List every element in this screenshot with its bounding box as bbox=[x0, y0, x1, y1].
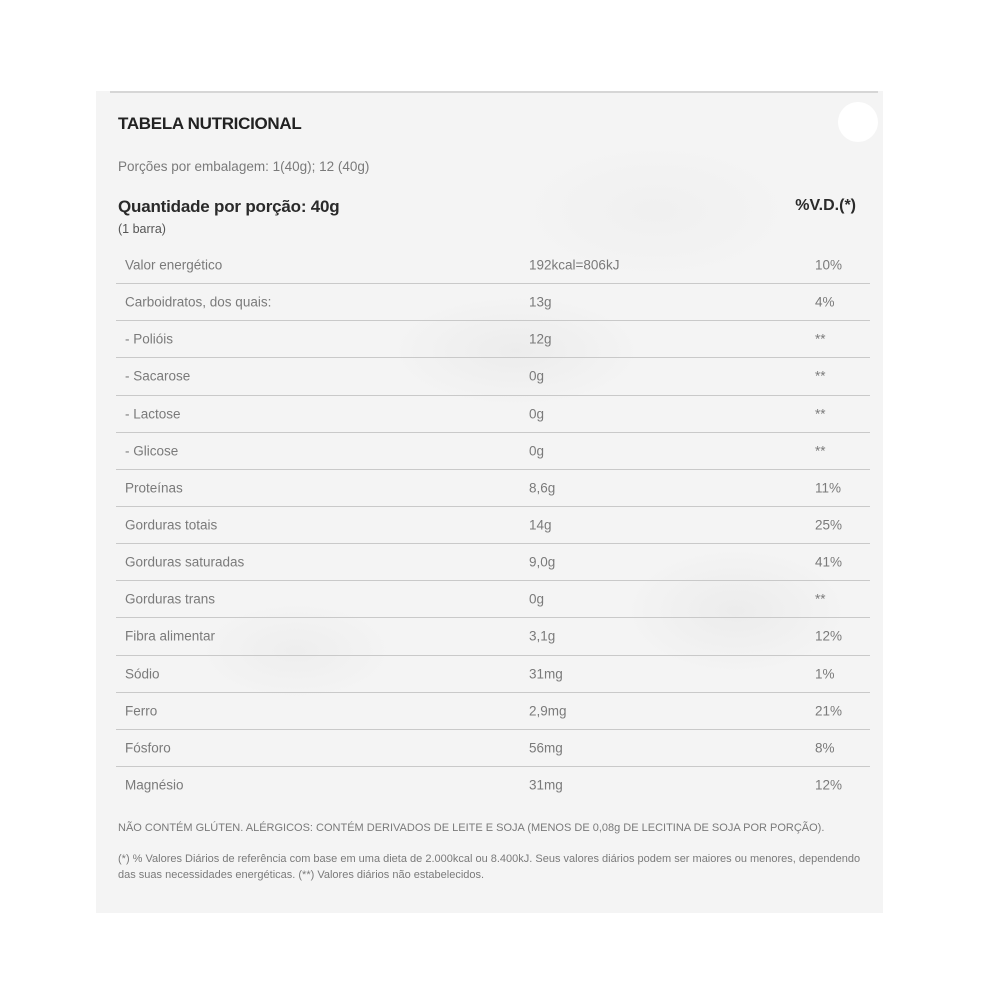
table-row bbox=[116, 693, 870, 730]
nutrient-name: Gorduras saturadas bbox=[125, 554, 245, 570]
nutrient-daily-value: 11% bbox=[815, 480, 842, 496]
top-divider bbox=[110, 91, 878, 93]
nutrient-amount: 3,1g bbox=[529, 628, 556, 644]
nutrient-name: - Sacarose bbox=[125, 368, 191, 384]
nutrient-amount: 0g bbox=[529, 591, 545, 607]
table-row bbox=[116, 396, 870, 433]
table-row bbox=[116, 470, 870, 507]
nutrient-name: Carboidratos, dos quais: bbox=[125, 294, 272, 310]
nutrient-daily-value: ** bbox=[815, 368, 826, 384]
table-row bbox=[116, 618, 870, 655]
table-row bbox=[116, 656, 870, 693]
nutrient-daily-value: 10% bbox=[815, 257, 843, 273]
allergen-note: NÃO CONTÉM GLÚTEN. ALÉRGICOS: CONTÉM DERIVADOS DE LEITE E SOJA (MENOS DE 0,08g DE LECITINA DE SOJA POR PORÇÃO). bbox=[118, 822, 825, 834]
table-row bbox=[116, 433, 870, 470]
nutrient-amount: 31mg bbox=[529, 666, 563, 682]
nutrient-daily-value: 21% bbox=[815, 703, 843, 719]
nutrient-name: Fósforo bbox=[125, 740, 171, 756]
nutrient-name: - Polióis bbox=[125, 331, 174, 347]
nutrient-daily-value: 4% bbox=[815, 294, 835, 310]
nutrient-name: Fibra alimentar bbox=[125, 628, 216, 644]
nutrient-daily-value: ** bbox=[815, 591, 826, 607]
daily-value-footnote: (*) % Valores Diários de referência com base em uma dieta de 2.000kcal ou 8.400kJ. Seus valores diários podem ser maiores ou menores, dependendo das suas necessidades energéticas. (**) Valores diários não estabelecidos. bbox=[118, 853, 861, 881]
nutrient-amount: 56mg bbox=[529, 740, 563, 756]
page-title: TABELA NUTRICIONAL bbox=[118, 114, 302, 133]
nutrient-amount: 12g bbox=[529, 331, 552, 347]
nutrient-amount: 8,6g bbox=[529, 480, 556, 496]
nutrient-name: Gorduras trans bbox=[125, 591, 216, 607]
table-row bbox=[116, 284, 870, 321]
nutrient-name: Magnésio bbox=[125, 777, 184, 793]
nutrient-daily-value: 12% bbox=[815, 628, 843, 644]
table-row bbox=[116, 544, 870, 581]
table-row bbox=[116, 767, 870, 803]
nutrient-amount: 9,0g bbox=[529, 554, 556, 570]
nutrient-amount: 0g bbox=[529, 443, 545, 459]
table-row bbox=[116, 581, 870, 618]
nutrient-daily-value: 41% bbox=[815, 554, 843, 570]
nutrient-daily-value: ** bbox=[815, 331, 826, 347]
nutrient-name: Valor energético bbox=[125, 257, 223, 273]
nutrition-facts-panel bbox=[96, 91, 883, 913]
nutrient-amount: 31mg bbox=[529, 777, 563, 793]
table-row bbox=[116, 321, 870, 358]
nutrient-amount: 0g bbox=[529, 368, 545, 384]
daily-value-header: %V.D.(*) bbox=[795, 197, 856, 214]
nutrition-table bbox=[116, 247, 870, 803]
table-row bbox=[116, 730, 870, 767]
nutrient-daily-value: 1% bbox=[815, 666, 835, 682]
nutrient-amount: 192kcal=806kJ bbox=[529, 257, 620, 273]
nutrient-name: - Glicose bbox=[125, 443, 179, 459]
nutrient-name: Gorduras totais bbox=[125, 517, 218, 533]
nutrient-name: Ferro bbox=[125, 703, 158, 719]
portions-per-package: Porções por embalagem: 1(40g); 12 (40g) bbox=[118, 159, 370, 174]
nutrient-daily-value: 8% bbox=[815, 740, 835, 756]
nutrient-amount: 0g bbox=[529, 406, 545, 422]
nutrient-amount: 14g bbox=[529, 517, 552, 533]
nutrient-name: Proteínas bbox=[125, 480, 183, 496]
nutrient-daily-value: 25% bbox=[815, 517, 843, 533]
table-row bbox=[116, 507, 870, 544]
table-row bbox=[116, 247, 870, 284]
nutrient-amount: 2,9mg bbox=[529, 703, 567, 719]
nutrient-name: - Lactose bbox=[125, 406, 181, 422]
serving-size-subtitle: (1 barra) bbox=[118, 222, 166, 236]
nutrient-daily-value: ** bbox=[815, 443, 826, 459]
nutrient-name: Sódio bbox=[125, 666, 160, 682]
nutrient-daily-value: ** bbox=[815, 406, 826, 422]
table-row bbox=[116, 358, 870, 395]
nutrient-amount: 13g bbox=[529, 294, 552, 310]
nutrient-daily-value: 12% bbox=[815, 777, 843, 793]
circle-badge bbox=[838, 102, 878, 142]
serving-size-title: Quantidade por porção: 40g bbox=[118, 197, 340, 216]
